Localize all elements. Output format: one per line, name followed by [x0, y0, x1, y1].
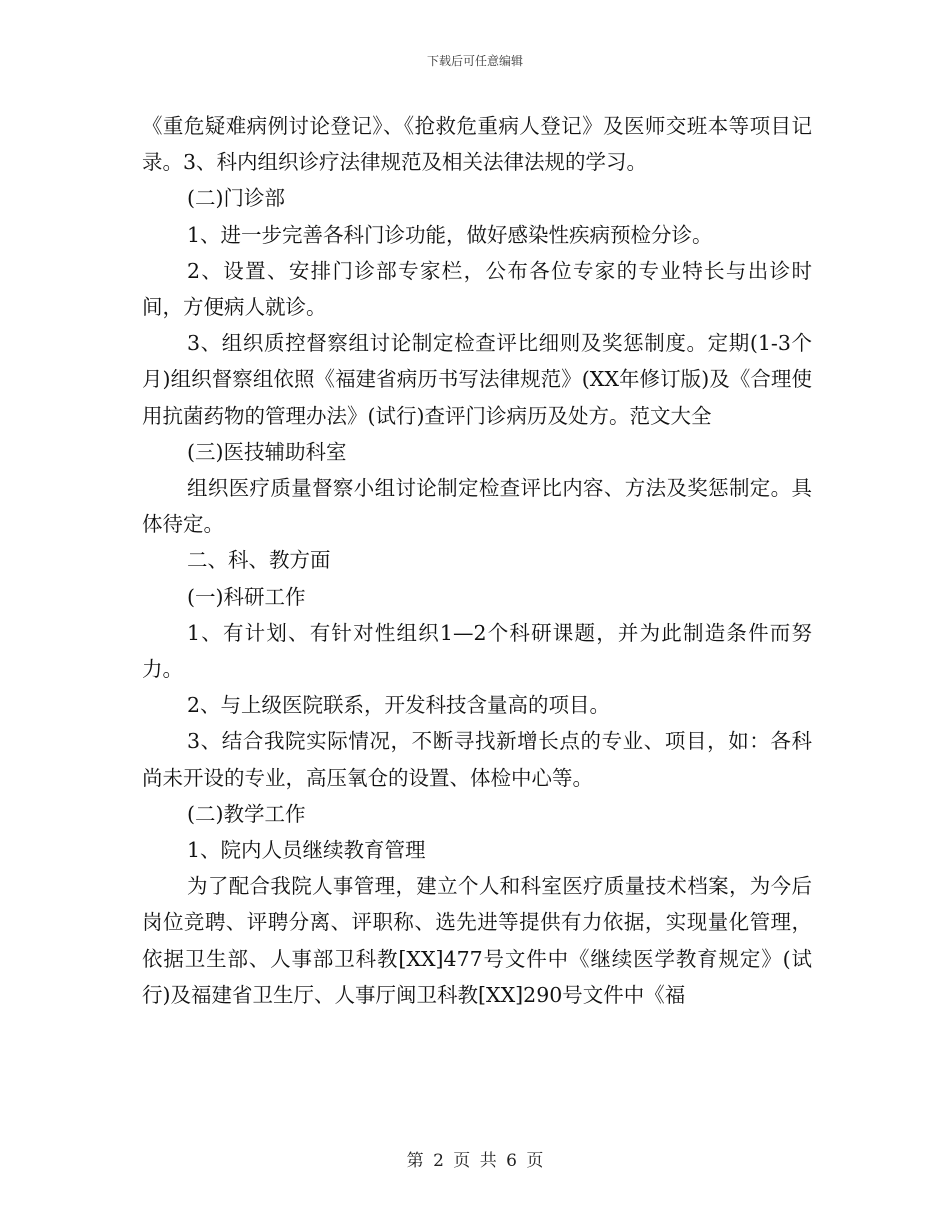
paragraph: (三)医技辅助科室 — [187, 439, 347, 464]
paragraph: 3、结合我院实际情况，不断寻找新增长点的专业、项目，如：各科尚未开设的专业，高压氧仓的设置、体检中心等。 — [142, 729, 812, 790]
paragraph: 1、进一步完善各科门诊功能，做好感染性疾病预检分诊。 — [187, 222, 713, 247]
paragraph: (二)门诊部 — [187, 186, 285, 211]
page-header-note: 下载后可任意编辑 — [426, 54, 523, 68]
document-body — [142, 108, 812, 1013]
paragraph: 2、与上级医院联系，开发科技含量高的项目。 — [187, 693, 611, 718]
paragraph: 2、设置、安排门诊部专家栏，公布各位专家的专业特长与出诊时间，方便病人就诊。 — [142, 258, 812, 320]
paragraph: (二)教学工作 — [187, 801, 306, 826]
paragraph: 1、院内人员继续教育管理 — [187, 838, 426, 863]
paragraph: 3、组织质控督察组讨论制定检查评比细则及奖惩制度。定期(1-3个月)组织督察组依照《福建省病历书写法律规范》(XX年修订版)及《合理使用抗菌药物的管理办法》(试行)查评门诊病历及处方。范文大全 — [142, 331, 812, 428]
paragraph: 1、有计划、有针对性组织1—2个科研课题，并为此制造条件而努力。 — [142, 620, 812, 682]
paragraph: 为了配合我院人事管理，建立个人和科室医疗质量技术档案，为今后岗位竞聘、评聘分离、评职称、选先进等提供有力依据，实现量化管理，依据卫生部、人事部卫科教[XX]477号文件中《继续医学教育规定》(试行)及福建省卫生厅、人事厅闽卫科教[XX]290号文件中《福 — [142, 874, 812, 1007]
page-number: 第 2 页 共 6 页 — [406, 1151, 544, 1171]
paragraph: (一)科研工作 — [187, 584, 306, 609]
paragraph: 组织医疗质量督察小组讨论制定检查评比内容、方法及奖惩制定。具体待定。 — [142, 476, 812, 537]
paragraph: 《重危疑难病例讨论登记》、《抢救危重病人登记》及医师交班本等项目记录。3、科内组织诊疗法律规范及相关法律法规的学习。 — [142, 114, 812, 175]
paragraph: 二、科、教方面 — [187, 548, 331, 573]
